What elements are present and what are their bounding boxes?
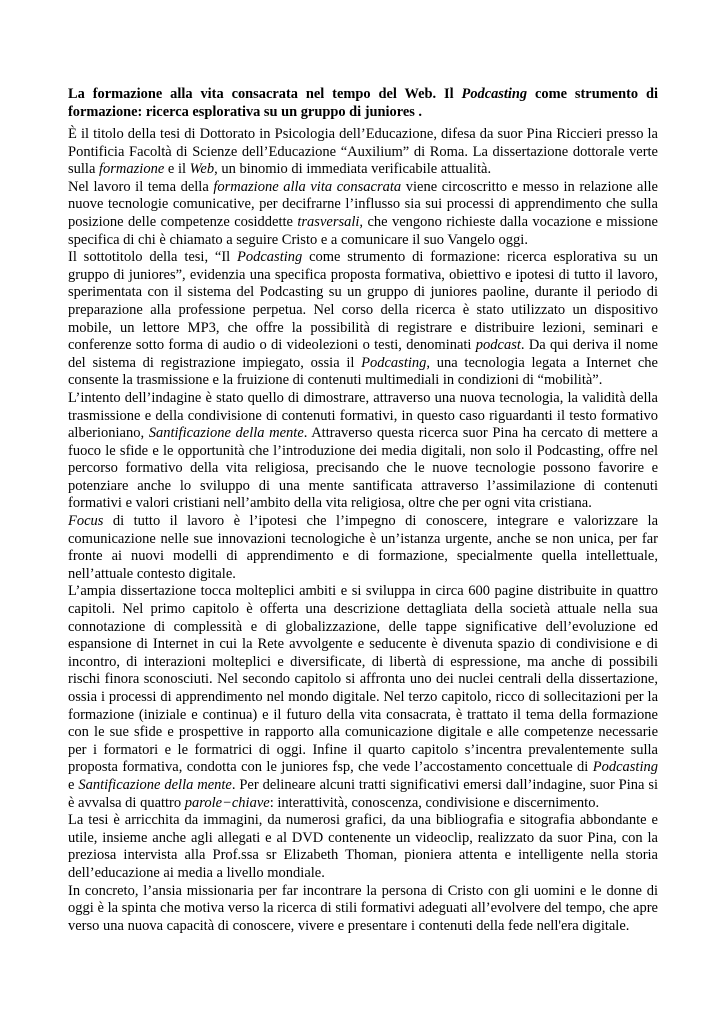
paragraph-text: Il sottotitolo della tesi, “Il bbox=[68, 249, 238, 266]
title-text: La formazione alla vita consacrata nel tempo del Web. Il bbox=[68, 86, 462, 102]
italic-text: trasversali, bbox=[297, 213, 364, 230]
paragraph-text: L’ampia dissertazione tocca molteplici ambiti e si sviluppa in circa 600 pagine distribuite in quattro capitoli. Nel primo capitolo è offerta una descrizione dettagliata della società attuale nella sua connotazione di complessità e di globalizzazione, delle tappe significative dell’evoluzione ed espansione di Internet in cui la Rete avvolgente e seducente è divenuta spazio di condivisione e di incontro, di interazioni molteplici e diversificate, di libertà di espressione, ma anche di possibili rischi finora sconosciuti. Nel secondo capitolo si affronta uno dei nuclei centrali della dissertazione, ossia i processi di apprendimento nel mondo digitale. Nel terzo capitolo, ricco di sollecitazioni per la formazione (iniziale e continua) e il futuro della vita consacrata, è trattato il tema della formazione con le sue sfide e prospettive in rapporto alla comunicazione digitale e alle competenze necessarie per i formatori e le formatrici di oggi. Infine il quarto capitolo s’incentra prevalentemente sulla proposta formativa, condotta con le juniores fsp, che vede l’accostamento concettuale di bbox=[68, 583, 658, 776]
italic-text: formazione alla vita consacrata bbox=[213, 178, 402, 195]
paragraph-text: che vengono richieste dalla vocazione e missione specifica di chi è chiamato a seguire Cristo e a comunicare il suo Vangelo oggi. bbox=[68, 213, 658, 248]
paragraph bbox=[68, 583, 658, 812]
italic-text: parole−chiave bbox=[184, 794, 270, 811]
paragraph-text: . Per delineare alcuni tratti significativi emersi dall’indagine, suor Pina si è avvalsa di quattro bbox=[68, 776, 658, 811]
paragraph bbox=[68, 390, 658, 513]
italic-text: formazione bbox=[99, 161, 165, 178]
paragraph bbox=[68, 179, 658, 249]
paragraph-text: Nel lavoro il tema della bbox=[68, 178, 214, 195]
italic-text: Focus bbox=[68, 513, 104, 530]
document-body bbox=[68, 126, 658, 935]
paragraph-text: È il titolo della tesi di Dottorato in Psicologia dell’Educazione, difesa da suor Pina Riccieri presso la Pontificia Facoltà di Scienze dell’Educazione “Auxilium” di Roma. La dissertazione dottorale verte sulla bbox=[68, 126, 658, 178]
paragraph-text: di tutto il lavoro è l’ipotesi che l’impegno di conoscere, integrare e valorizzare la comunicazione nelle sue innovazioni tecnologiche è un’istanza urgente, anche se non unica, per far fronte ai nuovi modelli di apprendimento e di formazione, specialmente quella intellettuale, nell’attuale contesto digitale. bbox=[68, 513, 658, 582]
italic-text: Web bbox=[189, 161, 215, 178]
italic-text: Santificazione della mente bbox=[148, 425, 304, 442]
italic-text: Podcasting bbox=[361, 354, 427, 371]
italic-text: podcast bbox=[475, 337, 521, 354]
document-title bbox=[68, 86, 658, 121]
paragraph bbox=[68, 883, 658, 936]
paragraph bbox=[68, 126, 658, 179]
paragraph-text: . Attraverso questa ricerca suor Pina ha cercato di mettere a fuoco le sfide e le opportunità che l’introduzione dei media digitali, non solo il Podcasting, offre nel percorso formativo della vita religiosa, precisando che le nuove tecnologie possono favorire e potenziare anche lo sviluppo di una mente santificata attraverso l’assimilazione di contenuti formativi e valori cristiani nell’ambito della vita religiosa, oltre che per ogni vita cristiana. bbox=[68, 425, 658, 512]
paragraph-text: . Da qui deriva il nome del sistema di registrazione impiegato, ossia il bbox=[68, 337, 658, 371]
paragraph bbox=[68, 249, 658, 390]
paragraph-text: La tesi è arricchita da immagini, da numerosi grafici, da una bibliografia e sitografia abbondante e utile, insieme anche agli allegati e al DVD contenente un videoclip, realizzato da suor Pina, con la preziosa intervista alla Prof.ssa sr Elizabeth Thoman, pioniera attenta e intelligente nella storia dell’educazione ai media a livello mondiale. bbox=[68, 812, 658, 881]
paragraph-text: : interattività, conoscenza, condivisione e discernimento. bbox=[269, 794, 600, 811]
italic-text: Podcasting bbox=[592, 759, 658, 776]
paragraph-text: viene circoscritto e messo in relazione alle nuove tecnologie comunicative, per decifrarne l’influsso sia sui processi di apprendimento che sulla posizione delle competenze cosiddette bbox=[68, 178, 658, 230]
title-italic: Podcasting bbox=[461, 86, 528, 102]
italic-text: Podcasting bbox=[237, 249, 303, 266]
paragraph-text: In concreto, l’ansia missionaria per far incontrare la persona di Cristo con gli uomini e le donne di oggi è la spinta che motiva verso la ricerca di stili formativi adeguati all’evolvere del tempo, che apre verso una nuova capacità di conoscere, vivere e presentare i contenuti della fede nell'era digitale. bbox=[68, 882, 658, 934]
title-text-end: come strumento di formazione: ricerca esplorativa su un gruppo di juniores . bbox=[68, 86, 658, 120]
paragraph-text: e il bbox=[164, 161, 190, 178]
paragraph-text: , un binomio di immediata verificabile attualità. bbox=[214, 161, 492, 178]
paragraph bbox=[68, 812, 658, 882]
paragraph-text: e bbox=[68, 776, 79, 793]
italic-text: Santificazione della mente bbox=[78, 776, 232, 793]
paragraph-text: come strumento di formazione: ricerca esplorativa su un gruppo di juniores”, evidenzia una specifica proposta formativa, obiettivo e ipotesi di tutto il lavoro, sperimentata con il sistema del Podcasting su un gruppo di juniores paoline, durante il periodo di preparazione alla professione perpetua. Nel corso della ricerca è stato utilizzato un dispositivo mobile, un lettore MP3, che offre la possibilità di registrare e distribuire lezioni, seminari e conferenze sotto forma di audio o di videolezioni o testi, denominati bbox=[68, 249, 658, 354]
paragraph bbox=[68, 513, 658, 583]
paragraph-text: L’intento dell’indagine è stato quello di dimostrare, attraverso una nuova tecnologia, la validità della trasmissione e della condivisione di contenuti formativi, in questo caso riguardanti il testo formativo alberioniano, bbox=[68, 389, 658, 442]
paragraph-text: , una tecnologia legata a Internet che consente la trasmissione e la fruizione di contenuti multimediali in condizioni di “mobilità”. bbox=[68, 354, 658, 389]
